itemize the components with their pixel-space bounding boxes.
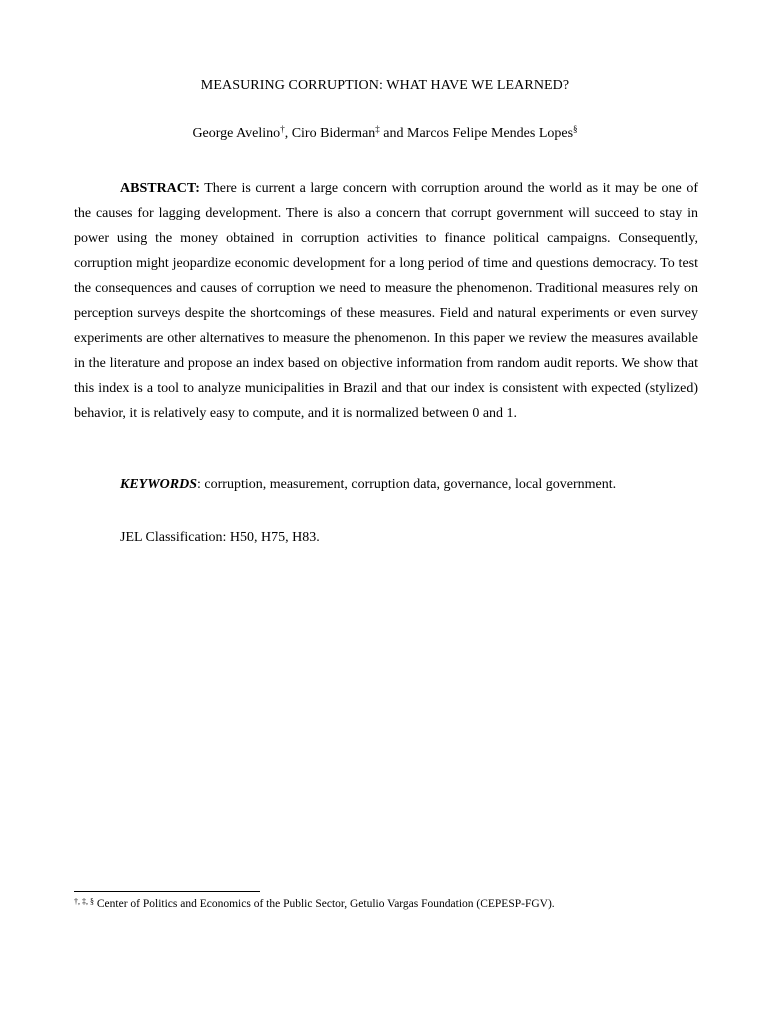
abstract-heading: ABSTRACT: — [120, 181, 200, 196]
footnote-divider — [74, 891, 260, 892]
author-affiliation-mark: ‡ — [375, 124, 380, 134]
footnote — [74, 898, 694, 910]
abstract-text: There is current a large concern with corruption around the world as it may be one of the causes for lagging development. There is also a concern that corrupt government will succeed to stay in power using the money obtained in corruption activities to finance political campaigns. Consequently, corruption might jeopardize economic development for a long period of time and questions democracy. To test the consequences and causes of corruption we need to measure the phenomenon. Traditional measures rely on perception surveys despite the shortcomings of these measures. Field and natural experiments or even survey experiments are other alternatives to measure the phenomenon. In this paper we review the measures available in the literature and propose an index based on objective information from random audit reports. We show that this index is a tool to analyze municipalities in Brazil and that our index is consistent with expected (stylized) behavior, it is relatively easy to compute, and it is normalized between 0 and 1. — [74, 181, 698, 421]
author-name: Ciro Biderman — [291, 126, 376, 141]
abstract-paragraph — [74, 176, 698, 426]
author-affiliation-mark: § — [573, 124, 578, 134]
author-name: George Avelino — [192, 126, 281, 141]
author-separator: , — [284, 126, 292, 141]
author-separator: and — [379, 126, 408, 141]
footnote-text: Center of Politics and Economics of the Public Sector, Getulio Vargas Foundation (CEPESP-FGV). — [94, 898, 555, 910]
author-affiliation-mark: † — [280, 124, 285, 134]
keywords-heading: KEYWORDS — [120, 477, 198, 492]
keywords-line — [120, 477, 720, 493]
footnote-marks: †, ‡, § — [74, 897, 94, 906]
author-name: Marcos Felipe Mendes Lopes — [407, 126, 574, 141]
paper-title: MEASURING CORRUPTION: WHAT HAVE WE LEARNED? — [200, 78, 570, 93]
author-line — [0, 126, 770, 142]
keywords-text: : corruption, measurement, corruption data, governance, local government. — [197, 477, 617, 492]
jel-classification: JEL Classification: H50, H75, H83. — [120, 530, 320, 545]
